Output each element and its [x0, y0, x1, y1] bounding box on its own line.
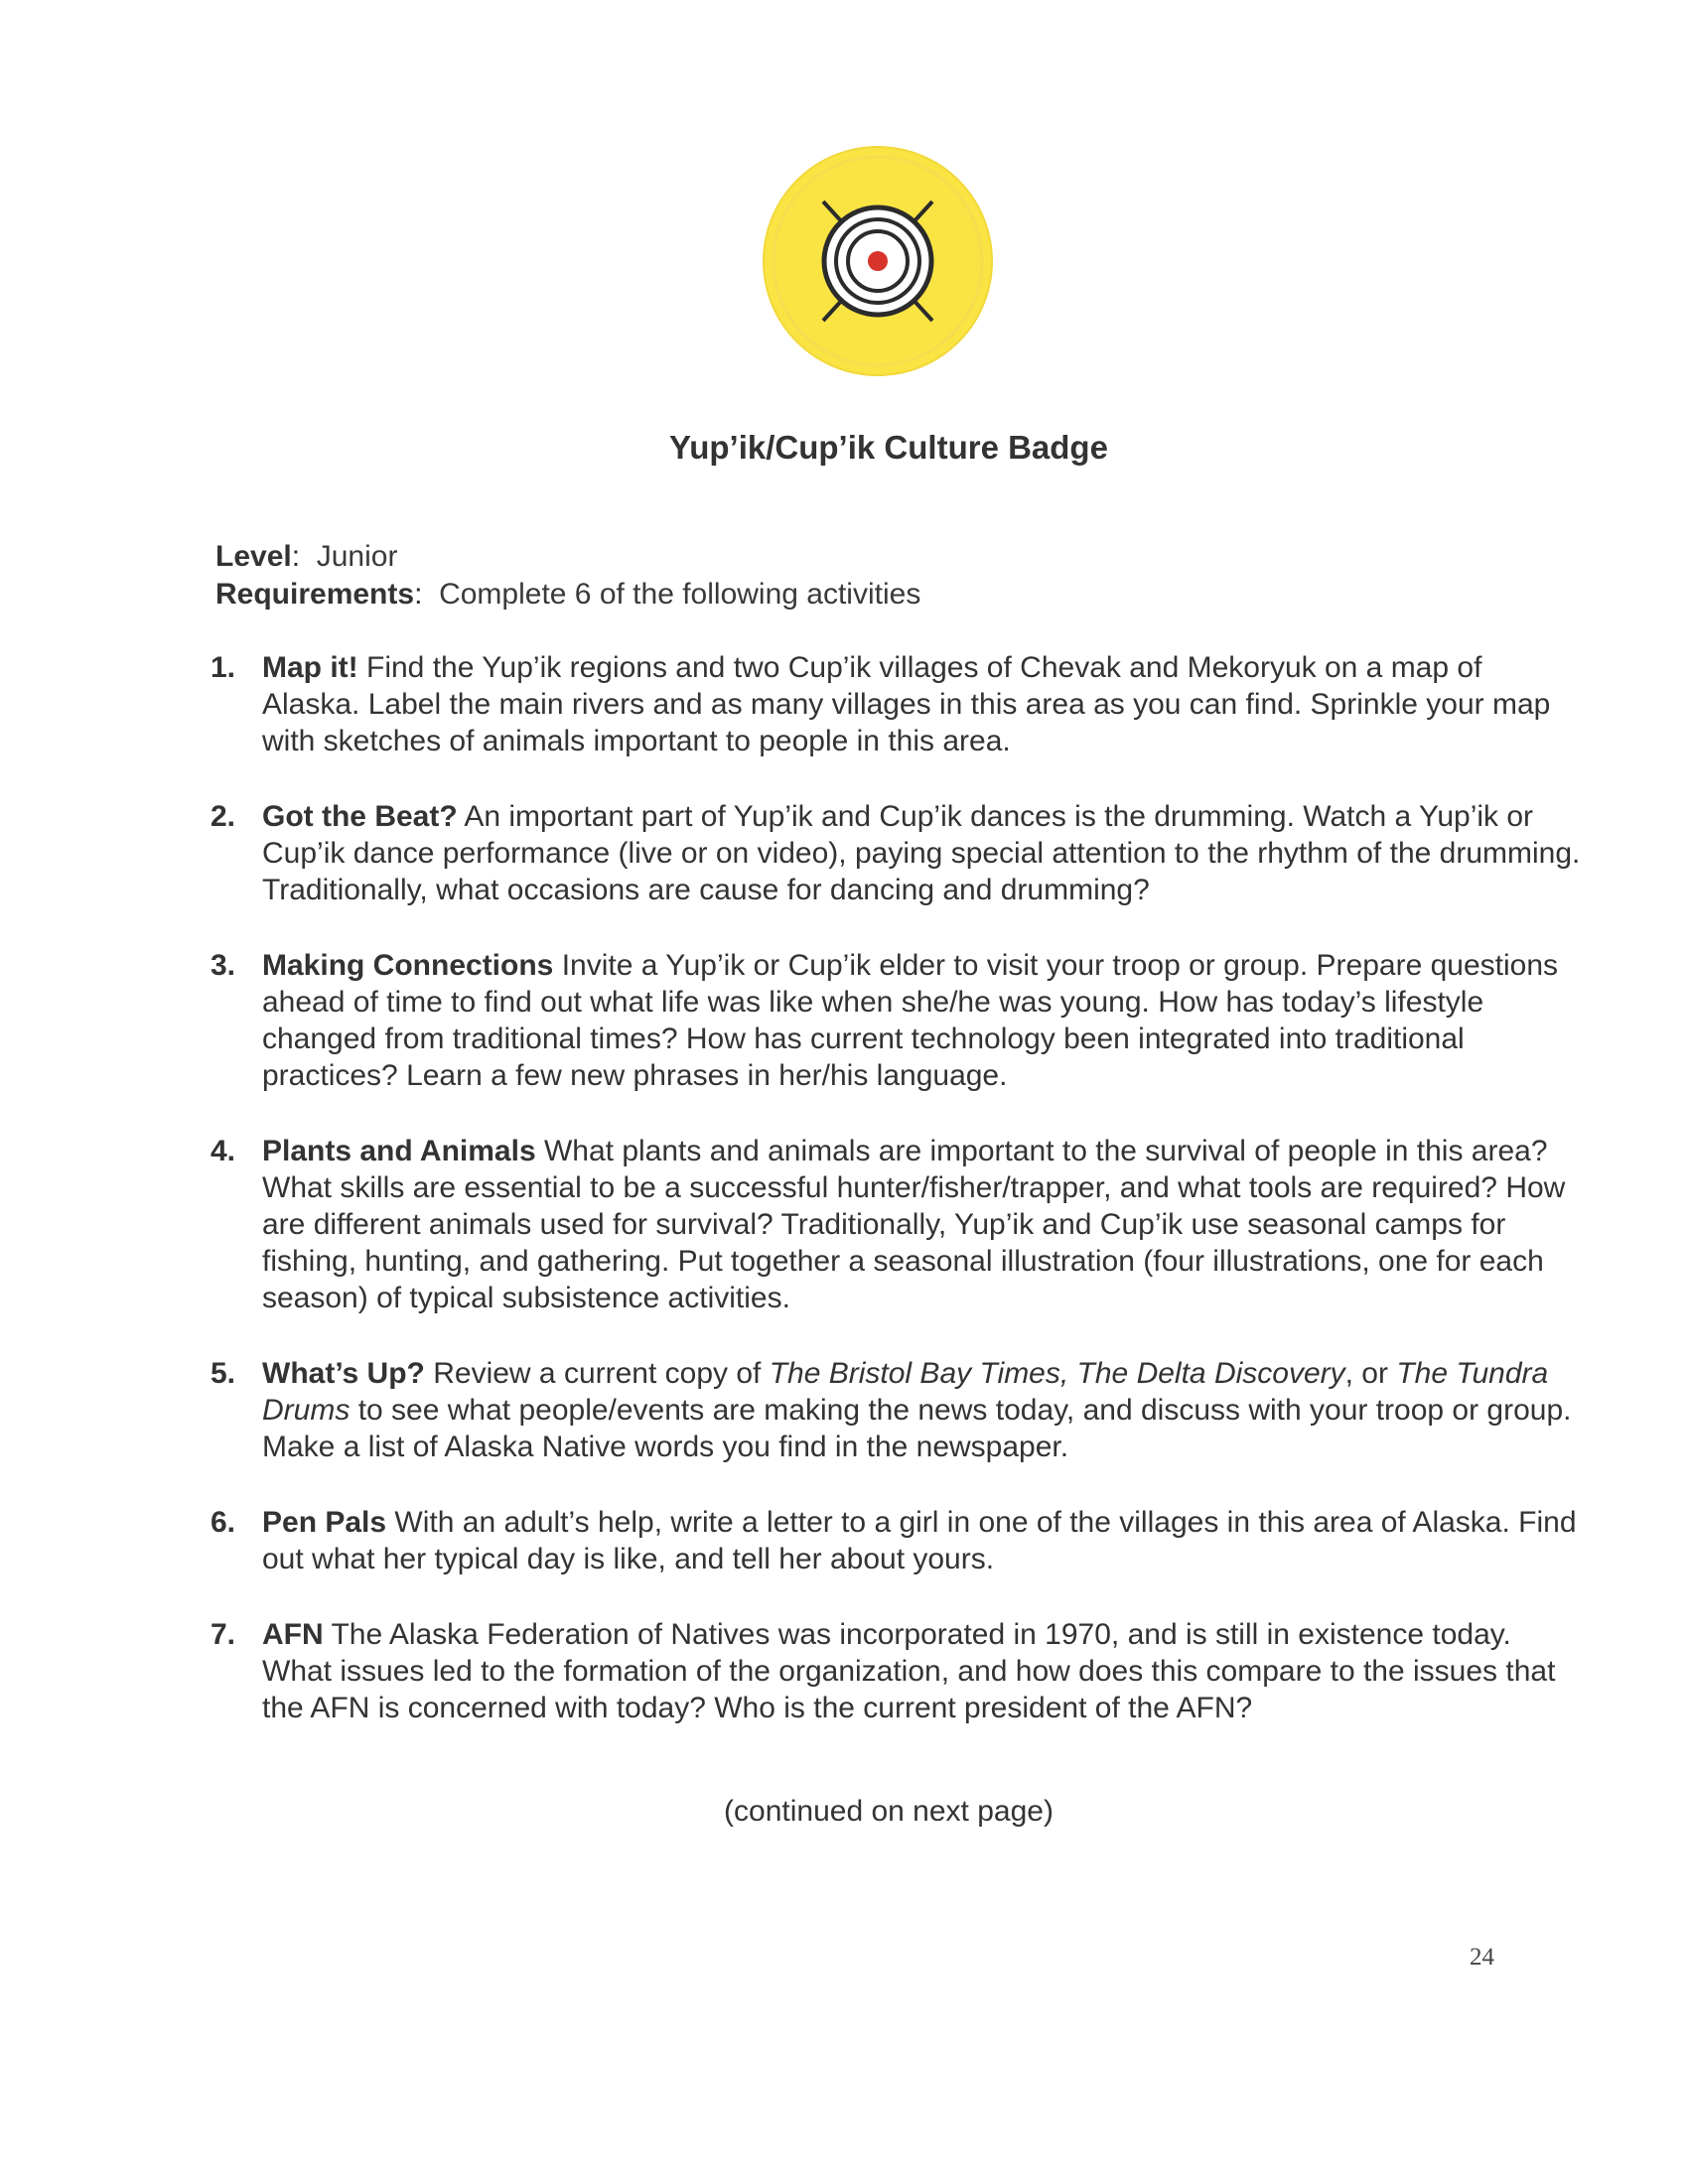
page-title: Yup’ik/Cup’ik Culture Badge — [669, 429, 1108, 466]
publication-title: The Tundra Drums — [262, 1357, 1549, 1427]
item-text-after: to see what people/events are making the news today, and discuss with your troop or group. Make a list of Alaska Native words you find in the newspaper. — [262, 1394, 1572, 1463]
item-heading: Plants and Animals — [262, 1135, 536, 1167]
activity-item — [211, 1504, 1581, 1577]
item-number: 4. — [211, 1135, 236, 1167]
item-heading: Pen Pals — [262, 1506, 387, 1539]
requirements-colon: : — [414, 578, 440, 611]
item-heading: Got the Beat? — [262, 800, 458, 833]
activity-item — [211, 1355, 1581, 1465]
target-center — [868, 251, 888, 271]
level-label: Level — [215, 540, 292, 573]
activity-item — [211, 798, 1581, 908]
publication-title: The Bristol Bay Times, — [769, 1357, 1069, 1390]
item-text: What plants and animals are important to the survival of people in this area? What skills are essential to be a successful hunter/fisher/trapper, and what tools are required? How are different animals used for survival? Traditionally, Yup’ik and Cup’ik use seasonal camps for fishing, hunting, and gathering. Put together a seasonal illustration (four illustrations, one for each season) of typical subsistence activities. — [262, 1135, 1566, 1314]
target-badge-icon — [761, 144, 995, 378]
item-heading: AFN — [262, 1618, 324, 1651]
activity-item — [211, 947, 1581, 1094]
item-number: 2. — [211, 800, 236, 833]
item-number: 3. — [211, 949, 236, 982]
item-number: 6. — [211, 1506, 236, 1539]
item-heading: Map it! — [262, 651, 358, 684]
item-number: 7. — [211, 1618, 236, 1651]
level-colon: : — [291, 540, 317, 573]
publication-title: The Delta Discovery — [1076, 1357, 1345, 1390]
item-text-before: Review a current copy of — [433, 1357, 762, 1390]
requirements-value: Complete 6 of the following activities — [439, 578, 921, 611]
requirements-line — [215, 576, 920, 614]
item-number: 5. — [211, 1357, 236, 1390]
item-text: With an adult’s help, write a letter to a girl in one of the villages in this area of Alaska. Find out what her typical day is like, and tell her about yours. — [262, 1506, 1577, 1575]
continued-note: (continued on next page) — [724, 1795, 1054, 1828]
badge-meta — [215, 538, 920, 614]
level-line — [215, 538, 920, 576]
item-text: Find the Yup’ik regions and two Cup’ik villages of Chevak and Mekoryuk on a map of Alaska. Label the main rivers and as many villages in this area as you can find. Sprinkle your map with sketches of animals important to people in this area. — [262, 651, 1551, 757]
activity-item — [211, 1133, 1581, 1316]
item-text: An important part of Yup’ik and Cup’ik dances is the drumming. Watch a Yup’ik or Cup’ik dance performance (live or on video), paying special attention to the rhythm of the drumming. Traditionally, what occasions are cause for dancing and drumming? — [262, 800, 1581, 906]
activity-item — [211, 1616, 1581, 1726]
level-value: Junior — [316, 540, 398, 573]
page-number: 24 — [1470, 1944, 1494, 1971]
item-text-mid: , or — [1344, 1357, 1388, 1390]
item-heading: Making Connections — [262, 949, 554, 982]
item-text: Invite a Yup’ik or Cup’ik elder to visit your troop or group. Prepare questions ahead of time to find out what life was like when she/he was young. How has today’s lifestyle changed from traditional times? How has current technology been integrated into traditional practices? Learn a few new phrases in her/his language. — [262, 949, 1559, 1092]
item-text: The Alaska Federation of Natives was incorporated in 1970, and is still in existence today. What issues led to the formation of the organization, and how does this compare to the issues that the AFN is concerned with today? Who is the current president of the AFN? — [262, 1618, 1556, 1724]
item-number: 1. — [211, 651, 236, 684]
activity-item — [211, 649, 1581, 759]
item-heading: What’s Up? — [262, 1357, 425, 1390]
requirements-label: Requirements — [215, 578, 415, 611]
activity-list — [211, 649, 1581, 1765]
